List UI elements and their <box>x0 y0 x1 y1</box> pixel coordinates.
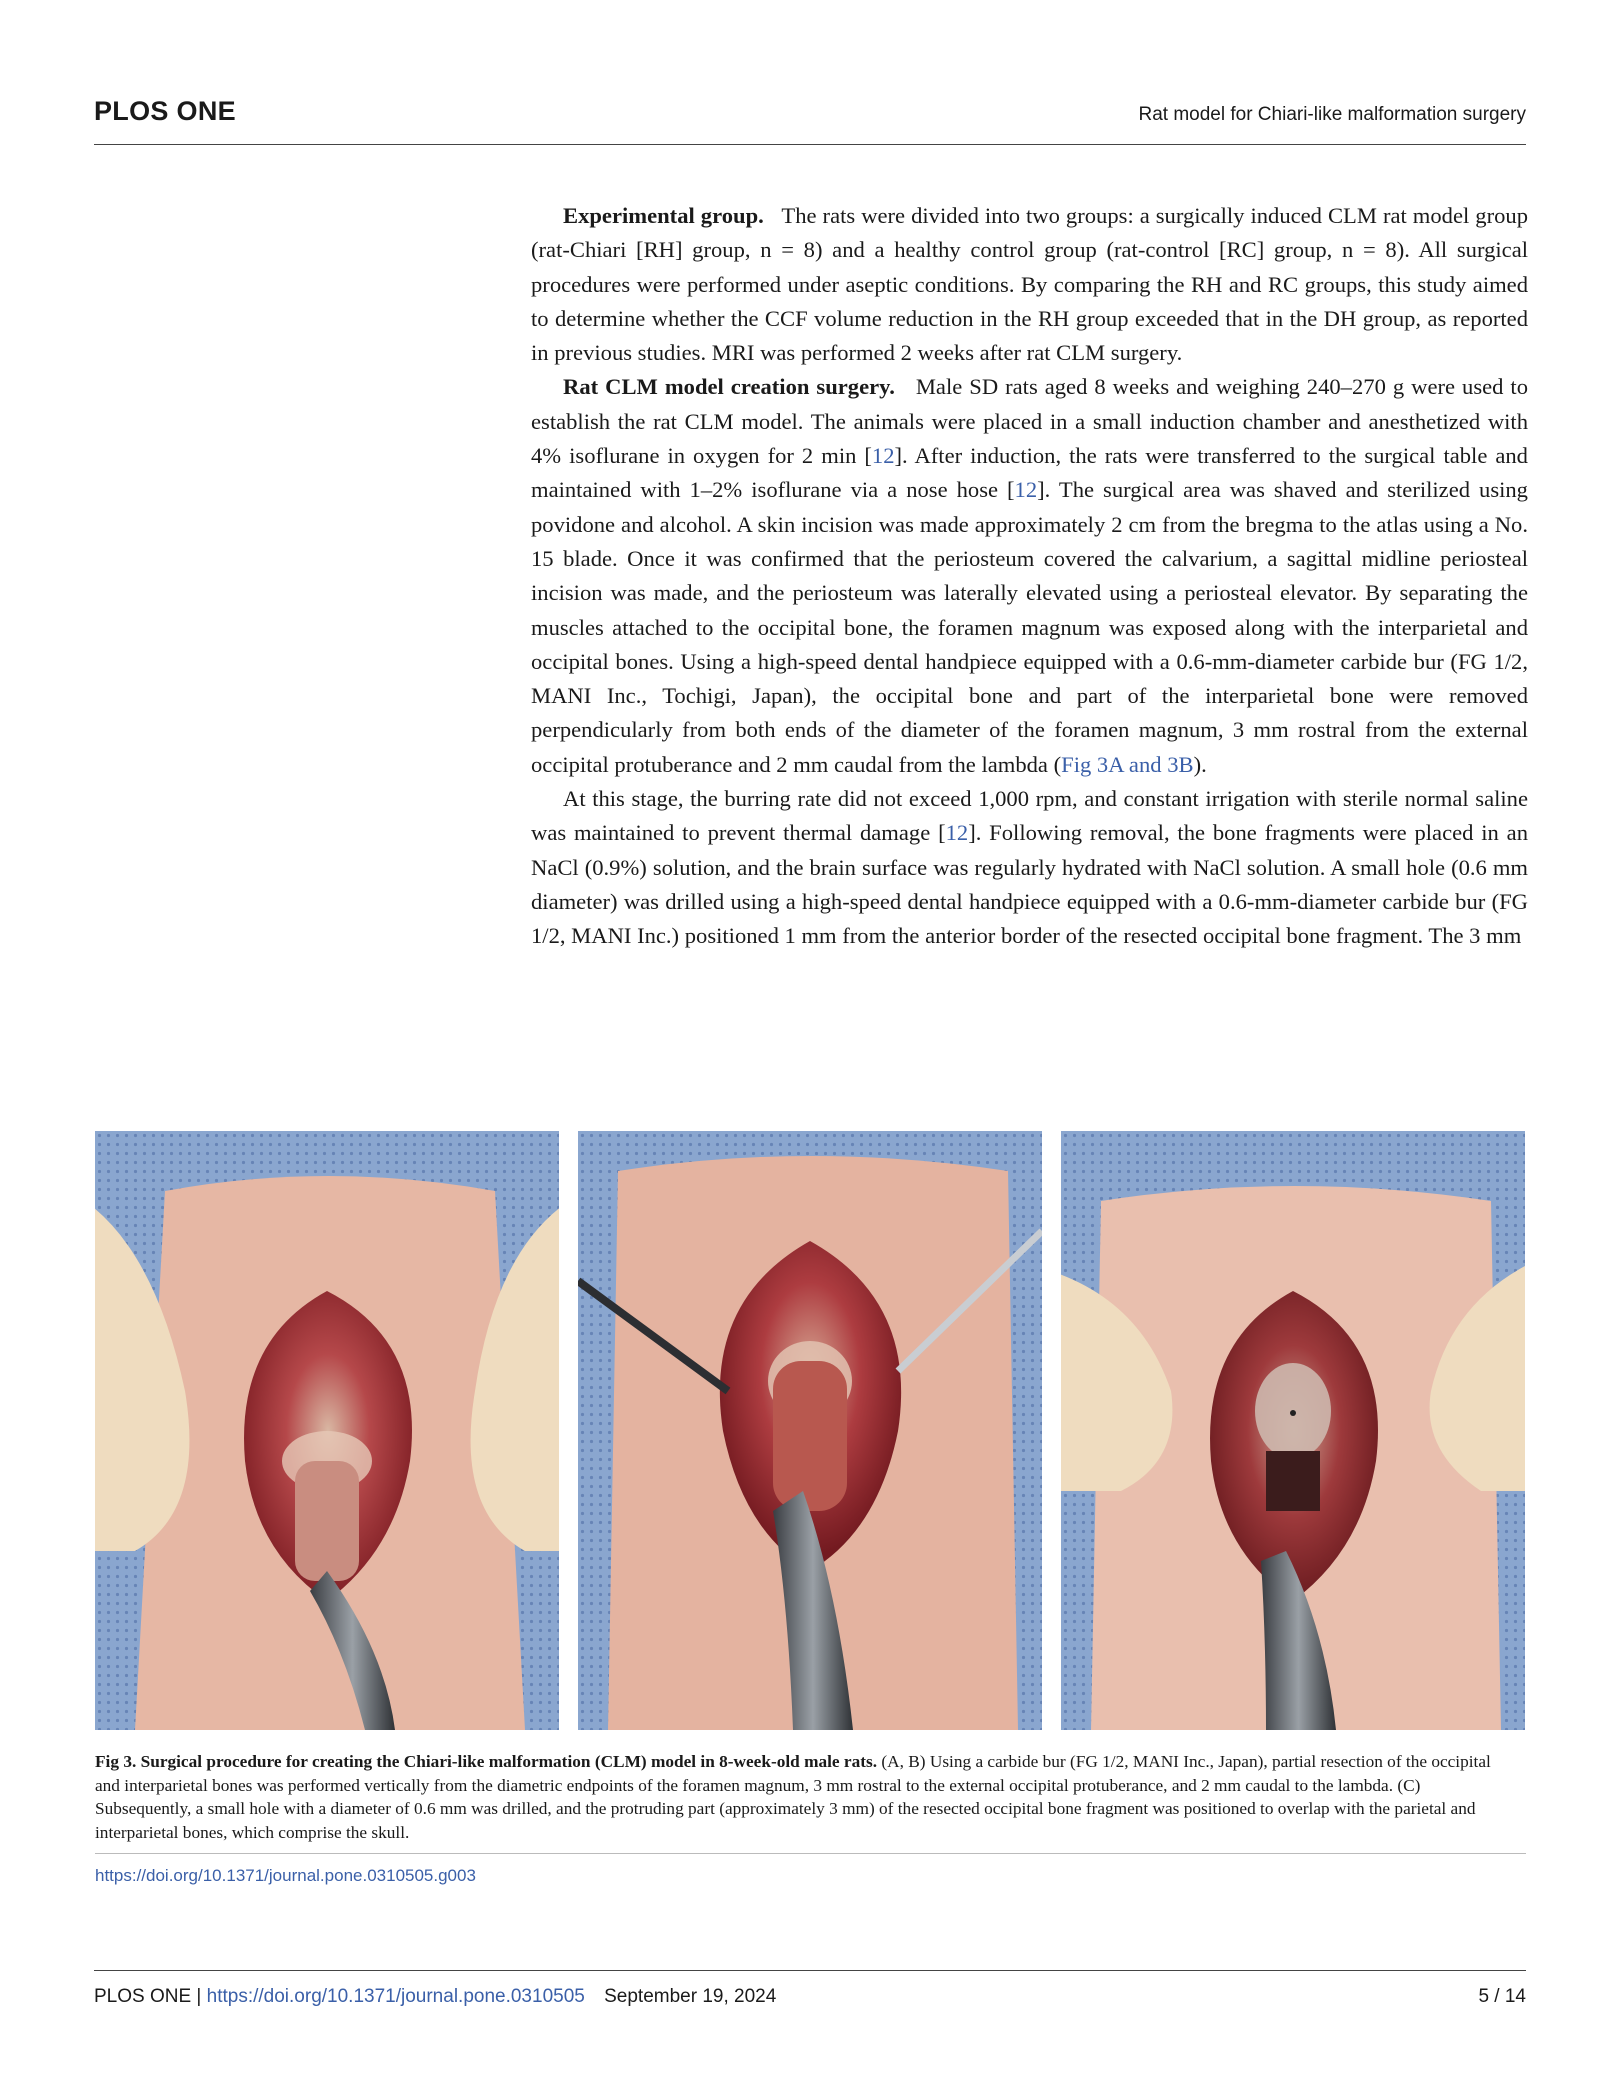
paragraph-experimental-group <box>531 199 1528 370</box>
figure-reference-link[interactable]: Fig 3A and 3B <box>1061 751 1194 777</box>
surgical-photo-c <box>1061 1131 1525 1730</box>
reference-link[interactable]: 12 <box>871 443 895 469</box>
figure-caption <box>95 1750 1515 1844</box>
figure-panel-a <box>95 1131 559 1730</box>
paragraph-text: At this stage, the burring rate did not exceed 1,000 rpm, and constant irrigation with sterile normal saline was maintained to prevent thermal damage [ <box>531 786 1528 846</box>
paragraph-text: Male SD rats aged 8 weeks and weighing 240–270 g were used to establish the rat CLM model. The animals were placed in a small induction chamber and anesthetized with 4% isoflurane in oxygen for 2 min [ <box>531 374 1528 469</box>
header-divider <box>94 144 1526 145</box>
figure-panel-c <box>1061 1131 1525 1730</box>
footer-journal: PLOS ONE | <box>94 1986 202 2007</box>
running-title: Rat model for Chiari-like malformation surgery <box>1138 104 1526 125</box>
reference-link[interactable]: 12 <box>945 820 969 846</box>
caption-divider <box>95 1853 1526 1854</box>
figure-3 <box>95 1131 1525 1730</box>
journal-name: PLOS ONE <box>94 96 236 126</box>
paragraph-text: The rats were divided into two groups: a surgically induced CLM rat model group (rat-Chiari [RH] group, n = 8) and a healthy control group (rat-control [RC] group, n = 8). All surgical procedures were performed under aseptic conditions. By comparing the RH and RC groups, this study aimed to determine whether the CCF volume reduction in the RH group exceeded that in the DH group, as reported in previous studies. MRI was performed 2 weeks after rat CLM surgery. <box>531 203 1528 366</box>
surgical-photo-a <box>95 1131 559 1730</box>
footer-divider <box>94 1970 1526 1971</box>
paragraph-model-creation <box>531 370 1528 782</box>
page-number: 5 / 14 <box>1478 1986 1526 2007</box>
heading-experimental-group: Experimental group. <box>563 203 764 228</box>
caption-title: Fig 3. Surgical procedure for creating the Chiari-like malformation (CLM) model in 8-week-old male rats. <box>95 1752 878 1771</box>
footer-doi-link[interactable]: https://doi.org/10.1371/journal.pone.0310505 <box>206 1986 585 2007</box>
paragraph-text: ]. The surgical area was shaved and sterilized using povidone and alcohol. A skin incision was made approximately 2 cm from the bregma to the atlas using a No. 15 blade. Once it was confirmed that the periosteum covered the calvarium, a sagittal midline periosteal incision was made, and the periosteum was laterally elevated using a periosteal elevator. By separating the muscles attached to the occipital bone, the foramen magnum was exposed along with the interparietal and occipital bones. Using a high-speed dental handpiece equipped with a 0.6-mm-diameter carbide bur (FG 1/2, MANI Inc., Tochigi, Japan), the occipital bone and part of the interparietal bone were removed perpendicularly from both ends of the diameter of the foramen magnum, 3 mm rostral from the external occipital protuberance and 2 mm caudal from the lambda ( <box>531 477 1528 777</box>
footer-date: September 19, 2024 <box>604 1986 777 2007</box>
figure-panel-b <box>578 1131 1042 1730</box>
caption-text: (A, B) Using a carbide bur (FG 1/2, MANI Inc., Japan), partial resection of the occipital and interparietal bones was performed vertically from the diametric endpoints of the foramen magnum, 3 mm rostral to the external occipital protuberance, and 2 mm caudal to the lambda. (C) Subsequently, a small hole with a diameter of 0.6 mm was drilled, and the protruding part (approximately 3 mm) of the resected occipital bone fragment was positioned to overlap with the parietal and interparietal bones, which comprise the skull. <box>95 1752 1491 1842</box>
surgical-photo-b <box>578 1131 1042 1730</box>
paragraph-text: ). <box>1193 751 1207 777</box>
reference-link[interactable]: 12 <box>1014 477 1038 503</box>
paragraph-text: ]. After induction, the rats were transferred to the surgical table and maintained with 1–2% isoflurane via a nose hose [ <box>531 443 1528 503</box>
figure-doi-link[interactable]: https://doi.org/10.1371/journal.pone.0310505.g003 <box>95 1866 476 1885</box>
paragraph-text: ]. Following removal, the bone fragments were placed in an NaCl (0.9%) solution, and the brain surface was regularly hydrated with NaCl solution. A small hole (0.6 mm diameter) was drilled using a high-speed dental handpiece equipped with a 0.6-mm-diameter carbide bur (FG 1/2, MANI Inc.) positioned 1 mm from the anterior border of the resected occipital bone fragment. The 3 mm <box>531 820 1528 949</box>
paragraph-burring <box>531 782 1528 953</box>
footer-citation <box>94 1986 776 2008</box>
body-text <box>531 199 1528 954</box>
heading-model-creation: Rat CLM model creation surgery. <box>563 374 895 400</box>
